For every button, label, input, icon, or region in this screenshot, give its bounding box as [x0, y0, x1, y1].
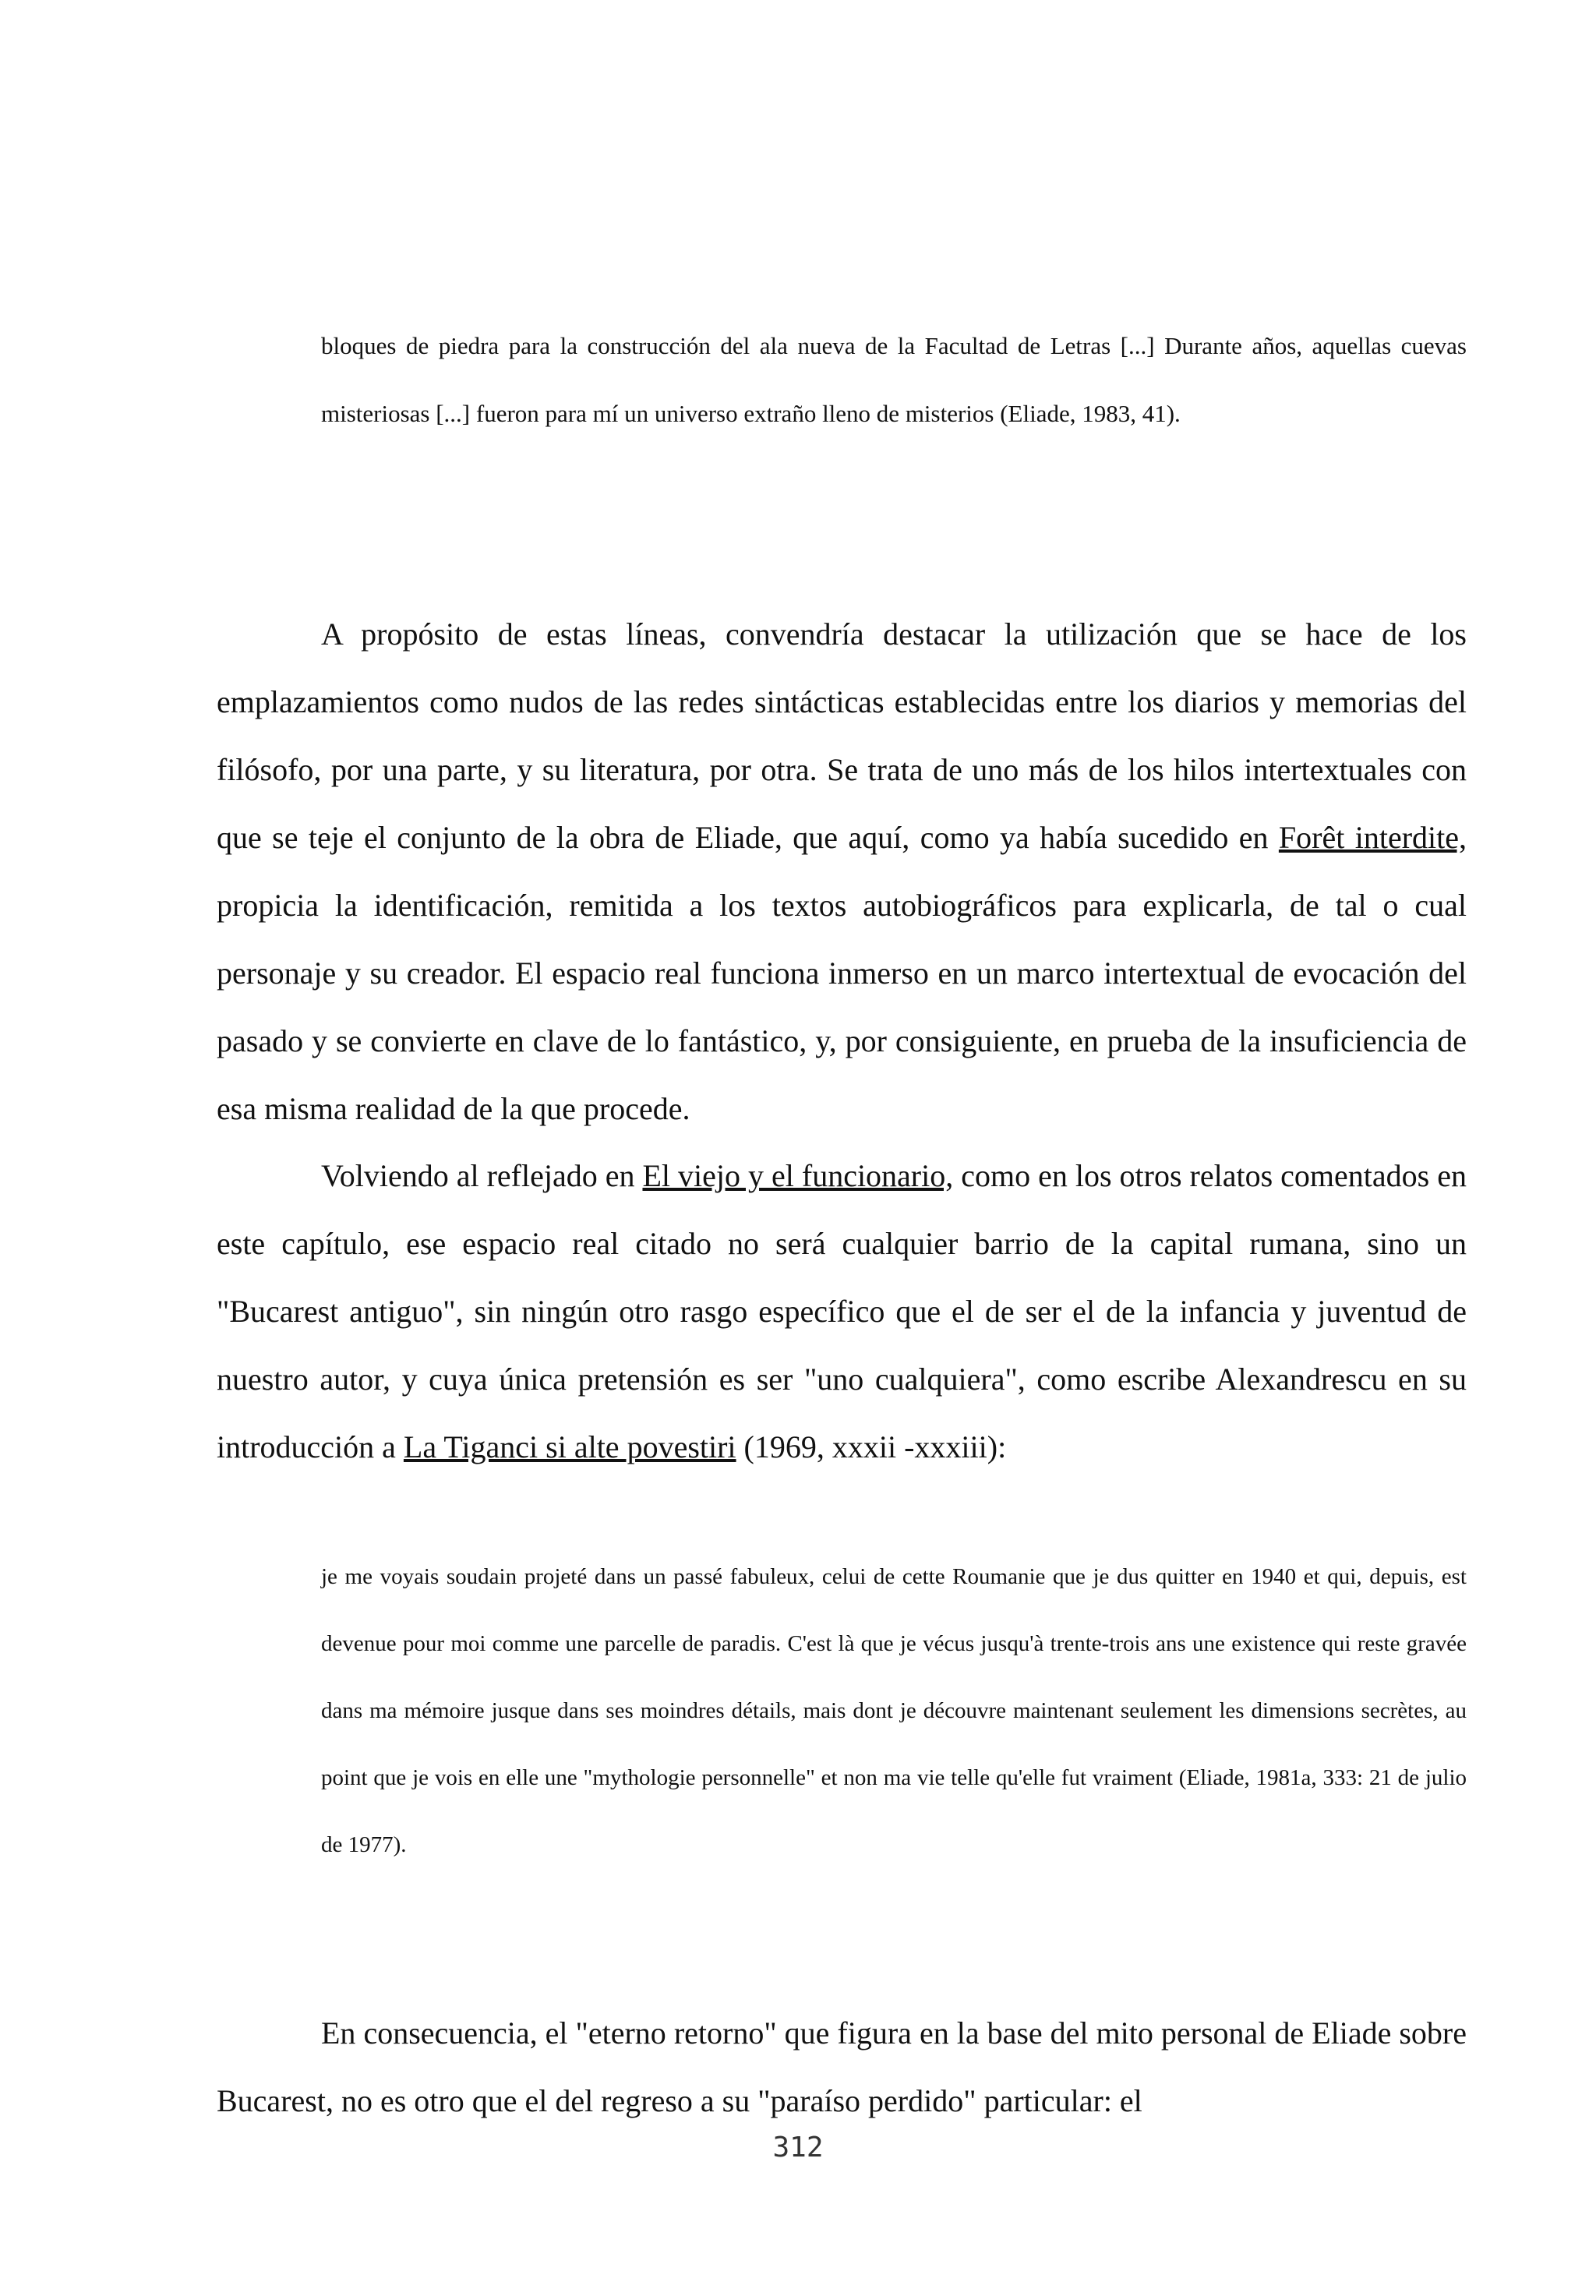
- paragraph-2-text-2: como en los otros relatos comentados en este capítulo, ese espacio real citado no será cualquier barrio de la capital rumana, sino un "Bucarest antiguo", sin ningún otro rasgo específico que el de ser el de la infancia y juventud de nuestro autor, y cuya única pretensión es ser "uno cualquiera", como escribe Alexandrescu en su introducción a: [217, 1158, 1467, 1464]
- body-paragraph-2: [217, 1142, 1467, 1481]
- book-title-el-viejo: El viejo y el funcionario,: [642, 1158, 954, 1193]
- page-number: 312: [772, 2132, 824, 2164]
- book-title-foret-interdite: Forêt interdite,: [1278, 820, 1467, 855]
- block-quote: je me voyais soudain projeté dans un passé fabuleux, celui de cette Roumanie que je dus quitter en 1940 et qui, depuis, est devenue pour moi comme une parcelle de paradis. C'est là que je vécus jusqu'à trente-trois ans une existence qui reste gravée dans ma mémoire jusque dans ses moindres détails, mais dont je découvre maintenant seulement les dimensions secrètes, au point que je vois en elle une "mythologie personnelle" et non ma vie telle qu'elle fut vraiment (Eliade, 1981a, 333: 21 de julio de 1977).: [321, 1564, 1467, 1857]
- paragraph-1-text-2: propicia la identificación, remitida a los textos autobiográficos para explicarla, de tal o cual personaje y su creador. El espacio real funciona inmerso en un marco intertextual de evocación del pasado y se convierte en clave de lo fantástico, y, por consiguiente, en prueba de la insuficiencia de esa misma realidad de la que procede.: [217, 888, 1467, 1126]
- paragraph-2-text-3: (1969, xxxii -xxxiii):: [736, 1429, 1007, 1464]
- paragraph-2-text: Volviendo al reflejado en: [321, 1158, 643, 1193]
- body-paragraph-3: En consecuencia, el "eterno retorno" que figura en la base del mito personal de Eliade sobre Bucarest, no es otro que el del regreso a su "paraíso perdido" particular: el: [217, 2015, 1467, 2118]
- paragraph-1-text: A propósito de estas líneas, convendría destacar la utilización que se hace de los emplazamientos como nudos de las redes sintácticas establecidas entre los diarios y memorias del filósofo, por una parte, y su literatura, por otra. Se trata de uno más de los hilos intertextuales con que se teje el conjunto de la obra de Eliade, que aquí, como ya había sucedido en: [217, 616, 1467, 855]
- body-paragraph-1: [217, 600, 1467, 1143]
- book-title-la-tiganci: La Tiganci si alte povestiri: [403, 1429, 736, 1464]
- quote-continuation: bloques de piedra para la construcción del ala nueva de la Facultad de Letras [...] Durante años, aquellas cuevas misteriosas [...] fueron para mí un universo extraño lleno de misterios (Eliade, 1983, 41).: [321, 332, 1467, 427]
